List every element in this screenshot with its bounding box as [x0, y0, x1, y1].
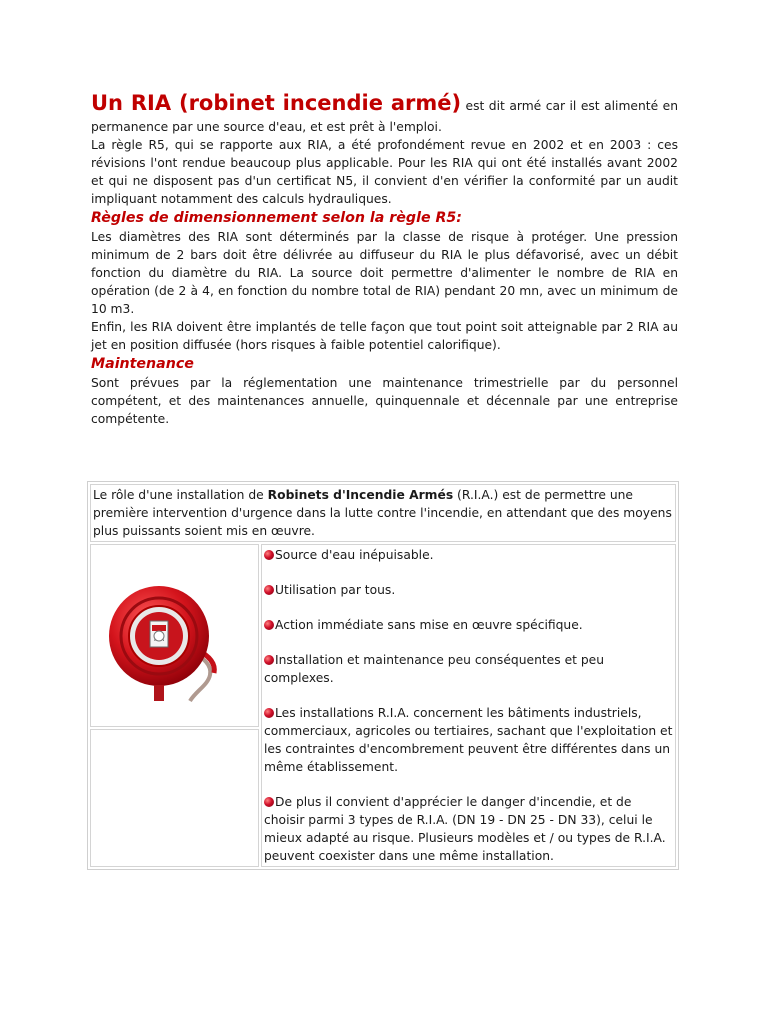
- table-row: [90, 544, 676, 727]
- red-bullet-icon: [264, 708, 274, 718]
- list-item: Action immédiate sans mise en œuvre spécifique.: [264, 616, 673, 634]
- list-item: Utilisation par tous.: [264, 581, 673, 599]
- fire-hose-reel-icon: [104, 581, 224, 711]
- red-bullet-icon: [264, 655, 274, 665]
- header-text-before: Le rôle d'une installation de: [93, 488, 268, 502]
- list-item: Source d'eau inépuisable.: [264, 546, 673, 564]
- header-text-after: (R.I.A.) est de permettre une première intervention d'urgence dans la lutte contre l'incendie, en attendant que des moyens plus puissants soient mis en œuvre.: [93, 488, 672, 538]
- page-title: Un RIA (robinet incendie armé): [91, 91, 462, 115]
- section-title-maintenance: Maintenance: [91, 356, 194, 372]
- advantages-list: [264, 546, 673, 865]
- list-item: Installation et maintenance peu conséquentes et peu complexes.: [264, 653, 605, 685]
- image-cell: [90, 544, 259, 727]
- implantation-paragraph: Enfin, les RIA doivent être implantés de telle façon que tout point soit atteignable par 2 RIA au jet en position diffusée (hors risques à faible potentiel calorifique).: [91, 320, 678, 352]
- header-text-bold: Robinets d'Incendie Armés: [267, 488, 454, 502]
- advantages-cell: [261, 544, 676, 867]
- table-header-cell: [90, 484, 676, 542]
- red-bullet-icon: [264, 620, 274, 630]
- maintenance-paragraph: Sont prévues par la réglementation une maintenance trimestrielle par du personnel compétent, et des maintenances annuelle, quinquennale et décennale par une entreprise compétente.: [91, 376, 678, 426]
- intro-paragraph: [91, 88, 678, 136]
- document-body: [91, 88, 678, 428]
- fire-hose-reel-image: [104, 581, 224, 711]
- list-item: De plus il convient d'apprécier le danger d'incendie, et de choisir parmi 3 types de R.I.A. (DN 19 - DN 25 - DN 33), celui le mieux adapté au risque. Plusieurs modèles et / ou types de R.I.A. peuvent coexister dans une même installation.: [264, 795, 666, 863]
- empty-cell: [90, 729, 259, 867]
- red-bullet-icon: [264, 797, 274, 807]
- intro-text: est dit armé car il est alimenté en permanence par une source d'eau, et est prêt à l'emploi.: [91, 99, 678, 134]
- r5-paragraph: La règle R5, qui se rapporte aux RIA, a été profondément revue en 2002 et en 2003 : ces révisions l'ont rendue beaucoup plus applicable. Pour les RIA qui ont été installés avant 2002 et qui ne disposent pas d'un certificat N5, il convient d'en vérifier la conformité par un audit impliquant notamment des calculs hydrauliques.: [91, 138, 678, 206]
- section-title-dimensionnement: Règles de dimensionnement selon la règle R5:: [91, 210, 462, 226]
- ria-info-table: [87, 481, 679, 870]
- red-bullet-icon: [264, 585, 274, 595]
- list-item: Les installations R.I.A. concernent les bâtiments industriels, commerciaux, agricoles ou tertiaires, sachant que l'exploitation et les contraintes d'encombrement peuvent être différentes dans un même établissement.: [264, 706, 673, 774]
- red-bullet-icon: [264, 550, 274, 560]
- dimensionnement-paragraph: Les diamètres des RIA sont déterminés par la classe de risque à protéger. Une pression minimum de 2 bars doit être délivrée au diffuseur du RIA le plus défavorisé, avec un débit fonction du diamètre du RIA. La source doit permettre d'alimenter le nombre de RIA en opération (de 2 à 4, en fonction du nombre total de RIA) pendant 20 mn, avec un minimum de 10 m3.: [91, 230, 678, 316]
- table-header-row: [90, 484, 676, 542]
